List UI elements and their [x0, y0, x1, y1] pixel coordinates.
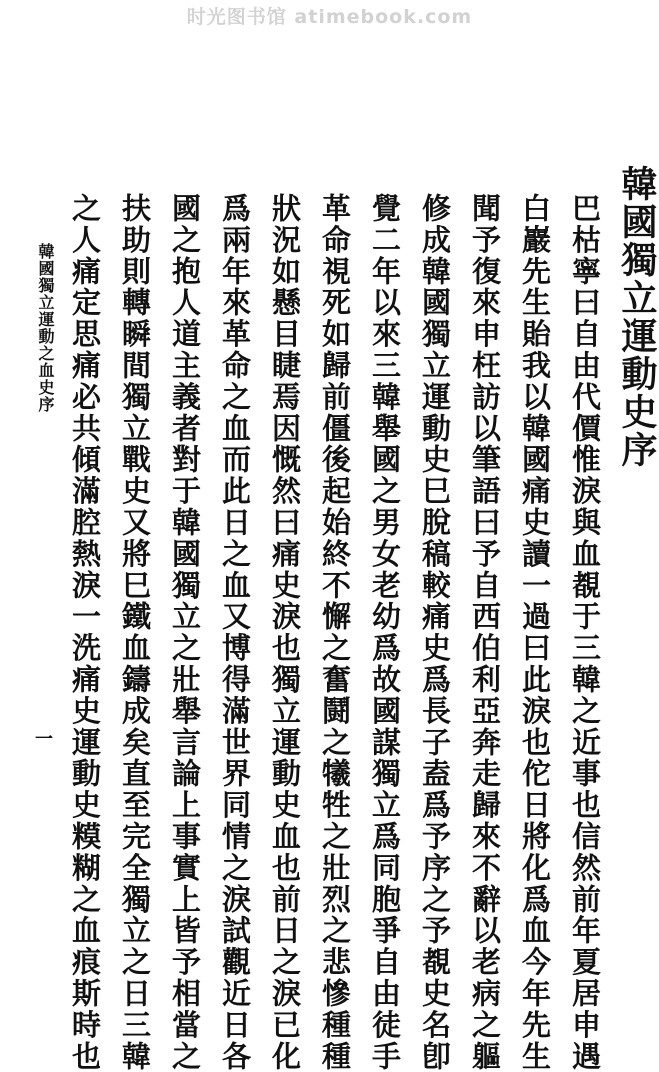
- text-column-8: 爲兩年來革命之血而此日之血又博得滿世界同情之淚試觀近日各: [218, 193, 252, 1072]
- page-number: 一: [35, 729, 53, 750]
- text-column-5: 覺二年以來三韓舉國之男女老幼爲故國謀獨立爲同胞爭自由徒手: [368, 193, 402, 1072]
- text-column-1: 巴枯寧曰自由代價惟淚與血覩于三韓之近事也信然前年夏居申遇: [568, 193, 602, 1072]
- text-column-10: 扶助則轉瞬間獨立戰史又將巳鐵血鑄成矣直至完全獨立之日三韓: [118, 193, 152, 1072]
- margin-label: 韓國獨立運動之血史序: [36, 243, 55, 413]
- text-column-6: 革命視死如歸前僵後起始終不懈之奮鬪之犧牲之壯烈之悲慘種種: [318, 193, 352, 1072]
- watermark-text: 时光图书馆 atimebook.com: [186, 6, 473, 28]
- text-column-3: 聞予復來申枉訪以筆語曰予自西伯利亞奔走歸來不辭以老病之軀: [468, 193, 502, 1072]
- text-column-9: 國之抱人道主義者對于韓國獨立之壯舉言論上事實上皆予相當之: [168, 193, 202, 1072]
- page-title: 韓國獨立運動史序: [616, 165, 658, 469]
- document-page: [35, 165, 658, 1072]
- text-column-7: 狀況如懸目睫焉因慨然曰痛史淚也獨立運動史血也前日之淚已化: [268, 193, 302, 1072]
- text-column-2: 白巖先生貽我以韓國痛史讀一過曰此淚也佗日將化爲血今年先生: [518, 193, 552, 1072]
- text-column-4: 修成韓國獨立運動史巳脫稿較痛史爲長子盍爲予序之予覩史名卽: [418, 193, 452, 1072]
- text-column-11: 之人痛定思痛必共傾滿腔熱淚一洗痛史運動史糢糊之血痕斯時也: [68, 193, 102, 1072]
